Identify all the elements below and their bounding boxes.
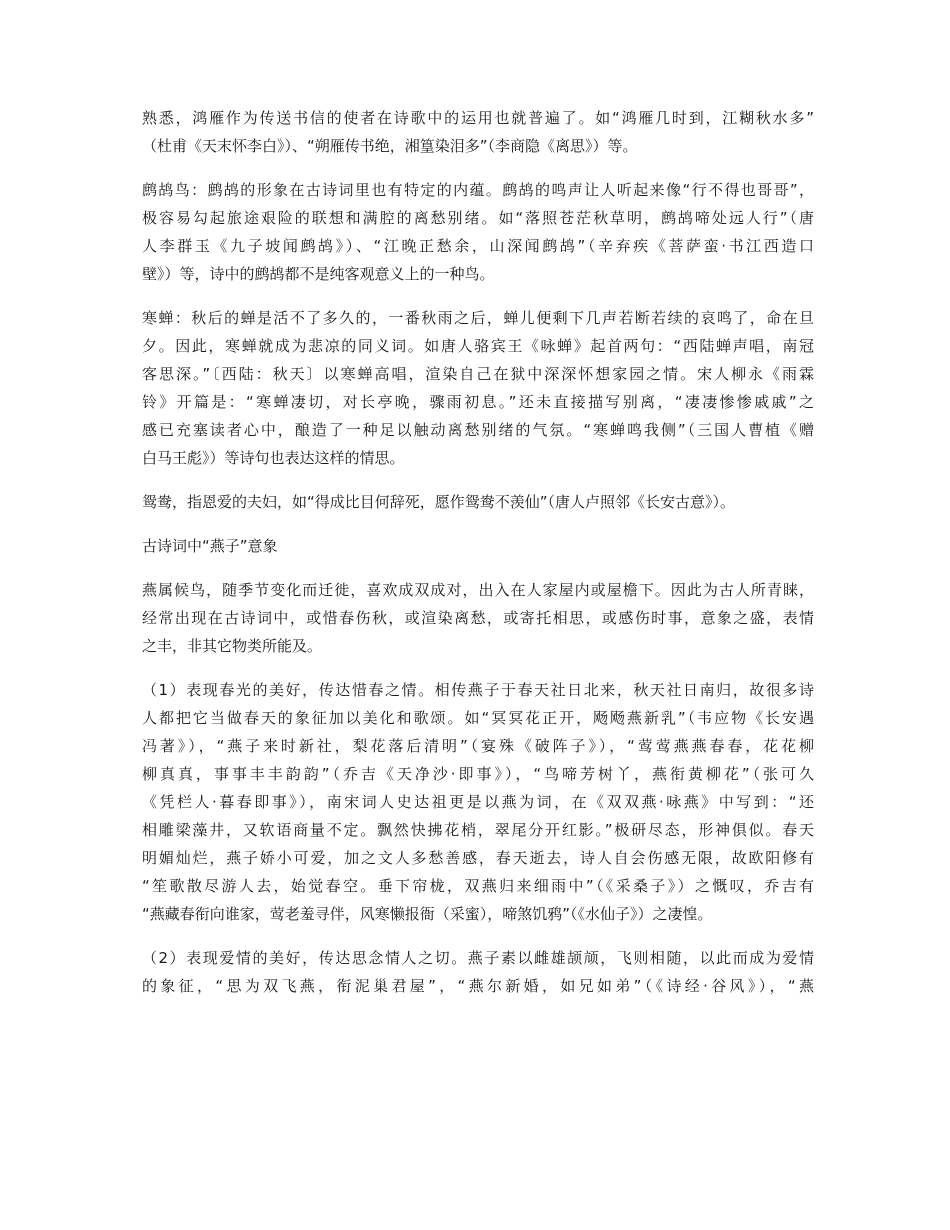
text-line: 冯著》），“燕子来时新社，梨花落后清明”（宴殊《破阵子》），“莺莺燕燕春春，花花柳 (142, 737, 814, 755)
text-line: 寒蝉：秋后的蝉是活不了多久的，一番秋雨之后，蝉儿便剩下几声若断若续的哀鸣了，命在旦 (142, 309, 814, 327)
text-line: 相雕梁藻井，又软语商量不定。飘然快拂花梢，翠尾分开红影。”极研尽态，形神俱似。春天 (142, 821, 814, 839)
paragraph-swallow-love (142, 944, 814, 1000)
text-line: 柳真真，事事丰丰韵韵”（乔吉《天净沙·即事》），“鸟啼芳树丫，燕衔黄柳花”（张可久 (142, 765, 814, 783)
text-line: 感已充塞读者心中，酿造了一种足以触动离愁别绪的气氛。“寒蝉鸣我侧”（三国人曹植《赠 (142, 421, 814, 439)
text-line: （2）表现爱情的美好，传达思念情人之切。燕子素以雌雄颉颃，飞则相随，以此而成为爱情 (142, 949, 814, 967)
text-line: 《凭栏人·暮春即事》），南宋词人史达祖更是以燕为词，在《双双燕·咏燕》中写到：“还 (142, 793, 814, 811)
text-line: 极容易勾起旅途艰险的联想和满腔的离愁别绪。如“落照苍茫秋草明，鹧鸪啼处远人行”（唐 (142, 209, 814, 227)
document-page (142, 104, 814, 1016)
text-line: （1）表现春光的美好，传达惜春之情。相传燕子于春天社日北来，秋天社日南归，故很多诗 (142, 681, 814, 699)
section-heading: 古诗词中“燕子”意象 (142, 537, 278, 555)
text-line: 明媚灿烂，燕子娇小可爱，加之文人多愁善感，春天逝去，诗人自会伤感无限，故欧阳修有 (142, 849, 814, 867)
text-line: “燕藏春衔向谁家，莺老羞寻伴，风寒懒报衙（采蜜），啼煞饥鸦”（《水仙子》）之凄惶。 (142, 905, 713, 923)
text-line: 壁》）等，诗中的鹧鸪都不是纯客观意义上的一种鸟。 (142, 265, 495, 283)
text-line: 经常出现在古诗词中，或惜春伤秋，或渲染离愁，或寄托相思，或感伤时事，意象之盛，表情 (142, 609, 814, 627)
paragraph-hanchan (142, 304, 814, 472)
text-line: 鹧鸪鸟：鹧鸪的形象在古诗词里也有特定的内蕴。鹧鸪的鸣声让人听起来像“行不得也哥哥”， (142, 181, 814, 199)
text-line: 熟悉，鸿雁作为传送书信的使者在诗歌中的运用也就普遍了。如“鸿雁几时到，江糊秋水多” (142, 109, 814, 127)
text-line: 夕。因此，寒蝉就成为悲凉的同义词。如唐人骆宾王《咏蝉》起首两句：“西陆蝉声唱，南冠 (142, 337, 814, 355)
section-heading-swallow (142, 532, 814, 560)
text-line: 燕属候鸟，随季节变化而迁徙，喜欢成双成对，出入在人家屋内或屋檐下。因此为古人所青睐， (142, 581, 814, 599)
text-line: 人都把它当做春天的象征加以美化和歌颂。如“冥冥花正开，飏飏燕新乳”（韦应物《长安遇 (142, 709, 814, 727)
text-line: “笙歌散尽游人去，始觉春空。垂下帘栊，双燕归来细雨中”（《采桑子》）之慨叹，乔吉有 (142, 877, 814, 895)
text-line: 的象征，“思为双飞燕，衔泥巢君屋”，“燕尔新婚，如兄如弟”（《诗经·谷风》），“燕 (142, 977, 814, 995)
text-line: 白马王彪》）等诗句也表达这样的情思。 (142, 449, 405, 467)
paragraph-yuanyang (142, 488, 814, 516)
text-line: 铃》开篇是：“寒蝉凄切，对长亭晚，骤雨初息。”还未直接描写别离，“凄凄惨惨戚戚”之 (142, 393, 814, 411)
text-line: 鸳鸯，指恩爱的夫妇，如“得成比目何辞死，愿作鸳鸯不羡仙”（唐人卢照邻《长安古意》）。 (142, 493, 736, 511)
paragraph-hongyan (142, 104, 814, 160)
paragraph-swallow-intro (142, 576, 814, 660)
text-line: 客思深。”〔西陆：秋天〕以寒蝉高唱，渲染自己在狱中深深怀想家园之情。宋人柳永《雨霖 (142, 365, 814, 383)
text-line: （杜甫《天末怀李白》）、“朔雁传书绝，湘篁染泪多”（李商隐《离思》）等。 (142, 137, 638, 155)
paragraph-swallow-spring (142, 676, 814, 928)
paragraph-zhegu (142, 176, 814, 288)
text-line: 之丰，非其它物类所能及。 (142, 637, 323, 655)
text-line: 人李群玉《九子坡闻鹧鸪》）、“江晚正愁余，山深闻鹧鸪”（辛弃疾《菩萨蛮·书江西造口 (142, 237, 814, 255)
